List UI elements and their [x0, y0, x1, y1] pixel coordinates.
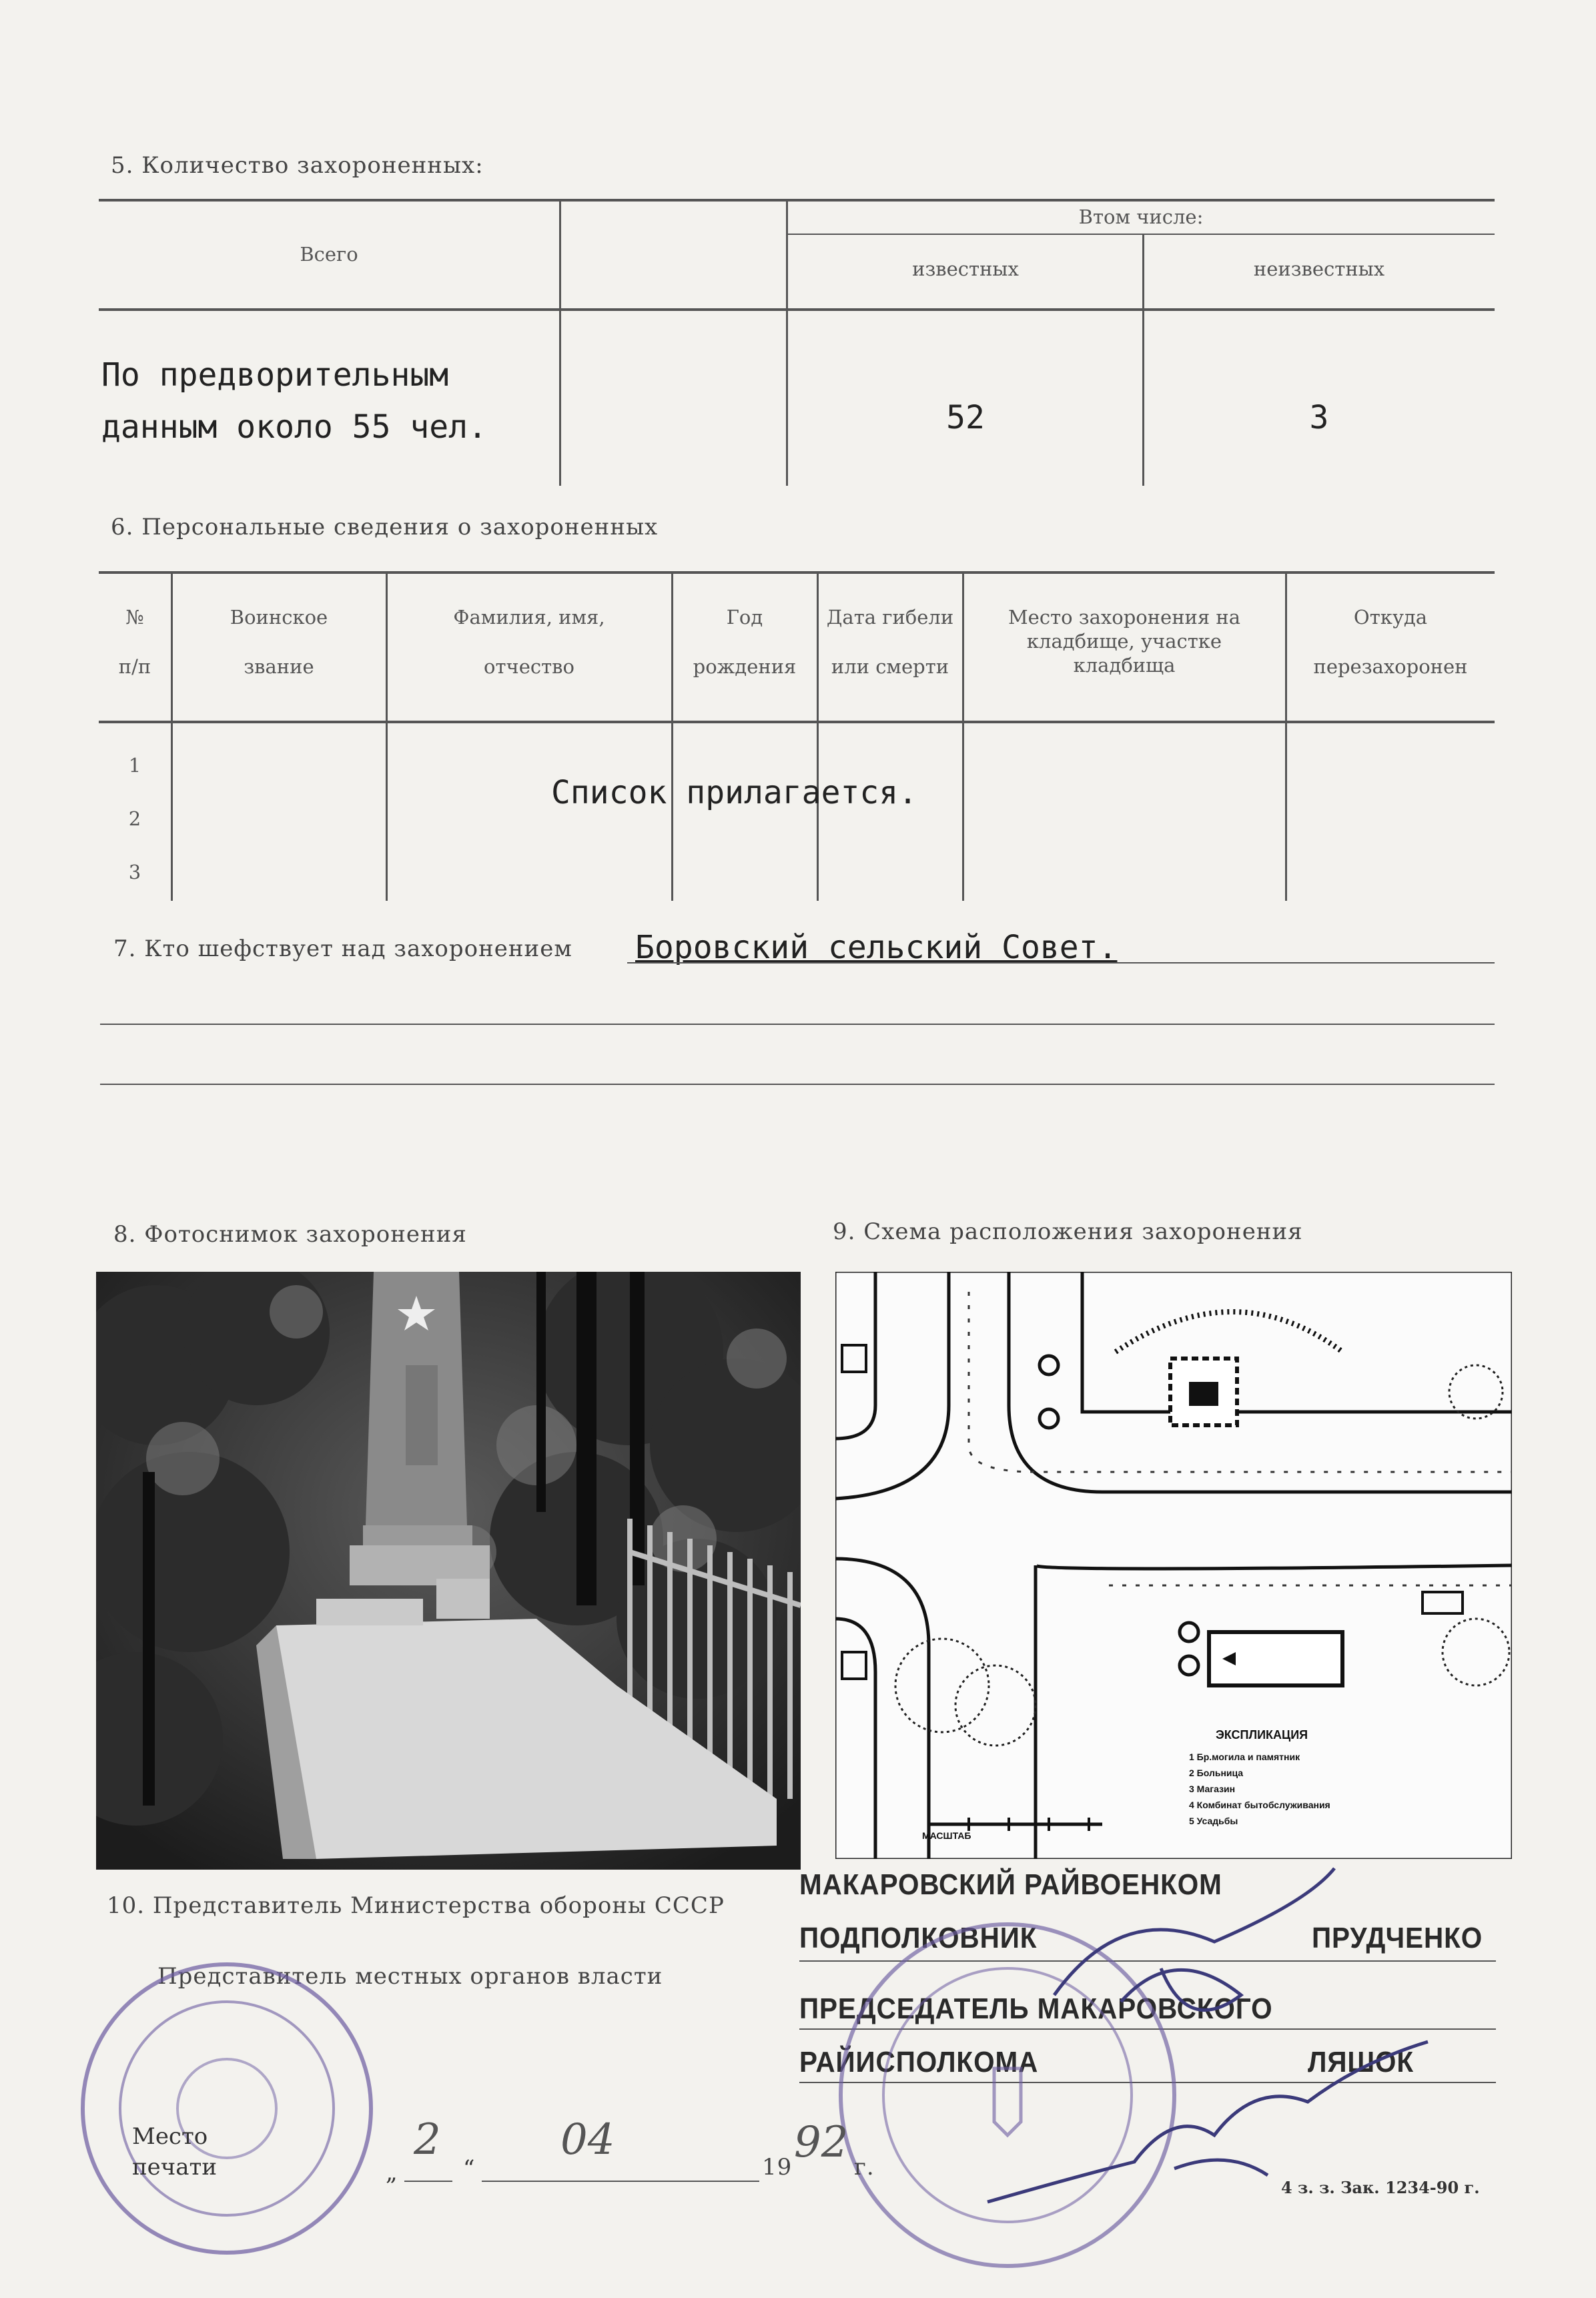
row-number: 1: [128, 754, 141, 777]
scheme-legend-item: 5 Усадьбы: [1189, 1816, 1238, 1826]
header-place-3: кладбища: [1073, 654, 1176, 677]
print-code: 4 з. з. Зак. 1234-90 г.: [1281, 2178, 1480, 2197]
header-from-1: Откуда: [1353, 606, 1428, 629]
col-total-header: Всего: [300, 243, 358, 266]
header-death-1: Дата гибели: [826, 606, 954, 629]
header-name-1: Фамилия, имя,: [453, 606, 605, 629]
section-7-title: 7. Кто шефствует над захоронением: [113, 935, 572, 962]
scheme-legend-item: 3 Магазин: [1189, 1784, 1236, 1794]
burial-photo: [96, 1272, 801, 1870]
scheme-legend-item: 4 Комбинат бытобслуживания: [1189, 1800, 1330, 1810]
unknown-value: 3: [1309, 399, 1329, 436]
header-from-2: перезахоронен: [1313, 655, 1468, 678]
header-birth-2: рождения: [693, 655, 797, 678]
date-year-prefix: 19: [762, 2154, 793, 2181]
date-suffix: г.: [854, 2154, 875, 2181]
date-day: 2: [414, 2115, 441, 2165]
patron-value: Боровский сельский Совет.: [635, 929, 1118, 966]
header-number-2: п/п: [118, 655, 151, 678]
local-stamp-name: ЛЯШОК: [1308, 2046, 1414, 2078]
scheme-scale-label: МАСШТАБ: [922, 1830, 971, 1841]
col-known-header: известных: [912, 258, 1019, 280]
section-8-title: 8. Фотоснимок захоронения: [113, 1221, 467, 1248]
row-number: 2: [128, 807, 141, 830]
col-including-header: Втом числе:: [1078, 206, 1204, 228]
local-stamp-line-1: ПРЕДСЕДАТЕЛЬ МАКАРОВСКОГО: [799, 1992, 1273, 2025]
location-scheme: [835, 1272, 1512, 1859]
scheme-legend-item: 2 Больница: [1189, 1768, 1244, 1778]
military-commissariat-seal: [73, 1955, 380, 2262]
list-attached-note: Список прилагается.: [551, 774, 918, 811]
mod-stamp-name: ПРУДЧЕНКО: [1312, 1922, 1483, 1954]
total-line-1: По предворительным: [101, 356, 449, 394]
row-number: 3: [128, 861, 141, 883]
section-10-title: 10. Представитель Министерства обороны СССР: [107, 1892, 725, 1919]
total-line-2: данным около 55 чел.: [101, 408, 487, 446]
header-rank-2: звание: [244, 655, 314, 678]
scheme-legend-item: 1 Бр.могила и памятник: [1189, 1752, 1300, 1762]
header-place-1: Место захоронения на: [1008, 606, 1241, 629]
document-page: 5. Количество захороненных: Всего Втом числе: известных неизвестных По предворительным данным около 55 чел. 52 3 6. Персональные сведения о захороненных № п/п Воинское звание Фамилия, имя, отчество Год рождения Дата гибели или смерти Место захоронения на кладбище, участке кладбища Откуда перезахоронен 1 2 3 Список прилагается. 7. Кто шефствует над захоронением Боровский сельский Совет. 8. Фотоснимок захоронения 9. Схема расположения захоронения ЭКСПЛИКАЦИЯ 1 Бр.могила и памятник 2 Больница 3 Магазин 4 Комбинат бытобслуживания 5 Усадьбы МАСШТАБ 10. Представитель Министерства обороны СССР МАКАРОВСКИЙ РАЙВОЕНКОМ ПОДПОЛКОВНИК ПРУДЧЕНКО Представитель местных органов власти ПРЕДСЕДАТЕЛЬ МАКАРОВСКОГО РАЙИСПОЛКОМА ЛЯШОК Место печати „ 2 “ 04 19 92 г. 4 з. з. Зак. 1234-90 г.: [0, 0, 1596, 2298]
header-number-1: №: [125, 606, 144, 629]
known-value: 52: [946, 399, 985, 436]
date-month: 04: [560, 2115, 615, 2165]
header-birth-1: Год: [726, 606, 763, 629]
col-unknown-header: неизвестных: [1253, 258, 1385, 280]
header-place-2: кладбище, участке: [1026, 630, 1222, 653]
section-9-title: 9. Схема расположения захоронения: [833, 1218, 1303, 1245]
seal-place-label-1: Место: [132, 2123, 208, 2150]
mod-stamp-rank: ПОДПОЛКОВНИК: [799, 1922, 1038, 1954]
section-6-title: 6. Персональные сведения о захороненных: [111, 514, 659, 540]
date-year: 92: [794, 2118, 849, 2167]
seal-place-label-2: печати: [132, 2154, 218, 2181]
header-name-2: отчество: [484, 655, 574, 678]
section-5-title: 5. Количество захороненных:: [111, 152, 484, 179]
header-rank-1: Воинское: [230, 606, 328, 629]
local-authority-title: Представитель местных органов власти: [157, 1963, 663, 1990]
mod-stamp-line-1: МАКАРОВСКИЙ РАЙВОЕНКОМ: [799, 1868, 1222, 1901]
local-stamp-office: РАЙИСПОЛКОМА: [799, 2046, 1039, 2078]
scheme-legend-title: ЭКСПЛИКАЦИЯ: [1216, 1728, 1308, 1742]
header-death-2: или смерти: [831, 655, 949, 678]
